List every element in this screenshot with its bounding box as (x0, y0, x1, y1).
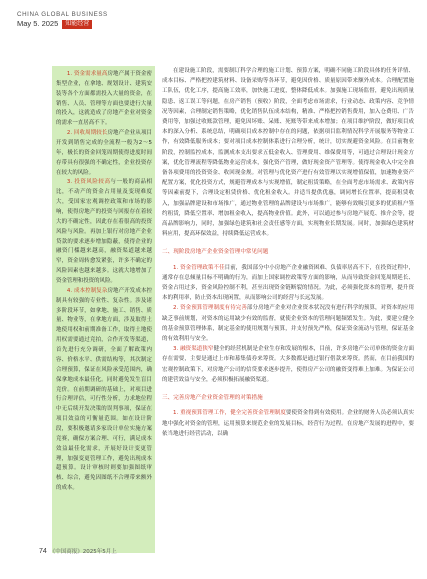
sidebar-para-4-body: 房地产开发成本控制具有较强的专业性、复杂性。涉及诸多阶段环节，如拿地、施工、销售、质量、物业等，在拿地方面，涉及取得土地使用权和前期准备工作，取得土地使用权需要通过竞拍，合作开发等渠道，首先进行充分调研，全面了解政策内容、价格水平、供需结构等，其次制定合理预算，保证在风险承受范围内，确保拿地成本最佳化。同时避免发生盲目竞价。在前期调研的基础上，对项目进行合理评估，可行性分析，力求地位程中无后续开发决策的误判事项，保证在项目效益的可衡量范围。如在设计阶段，要积极邀请多家设计单位实施方案竞赛，确保方案合理、可行，满足成本效益最佳化需求，开展好设计变更管理，加强变更管理工作，避免出现成本超预算。设计审核时则要加强图纸审核、综合，避免因图纸不合理带来额外的成本。 (56, 287, 152, 492)
sidebar-para-1-body: 房地产属于资金密集型企业，在拿地、规划设计、建筑安装等各个方面都需投入大量的资金，在销售、人员、管理等方面也要进行大量的投入，这就造成了房地产企业对资金的需求一直居高不下。 (56, 71, 152, 127)
sidebar-para-4 (56, 287, 152, 494)
section-3-heading: 三、完善房地产企业资金管理的对策措施 (162, 395, 263, 402)
issue-date (17, 19, 92, 29)
sidebar-para-3-body: 与一般的商品相比，不动产的资金占用量及变现难度大，受国家宏观调控政策和市场的影响，使得房地产的投资与回报存在着较大的不确定性，因此存在着很高的投资风险与风险。再加上银行对房地产企业贷款的要求逐步增加隐蔽，使得企业的融资门槛越来越高，融资渠道越来越窄，资金周转愈发紧张，许多不确定的风险因素也越来越多。这就大地增加了资金管理和投资的风险。 (56, 179, 152, 285)
section-3-para-1 (162, 408, 414, 439)
sidebar-para-2-body: 房地产企业从项目开发到销售完成的全流程一般为2～5年，极长的资金回笼周期使得进度时间存带具有很强的不确定性，企业投资存在较大的风险。 (56, 130, 152, 176)
section-2-heading: 二、现阶段房地产企业资金管理中常见问题 (162, 249, 269, 256)
main-column (162, 66, 414, 566)
page-number: 74 (39, 548, 47, 555)
sidebar-para-2-head: 2. 回收周期较长 (66, 130, 108, 137)
sidebar-para-3-head: 3. 投资风险较高 (66, 179, 111, 186)
section-2-para-3-head: 3. 融资渠道狭窄 (173, 346, 214, 353)
section-2-para-2-head: 2. 资金预算管理制度有待完善 (173, 305, 247, 312)
page-footer (39, 547, 117, 555)
section-3-para-1-head: 1. 重视预算管理工作，健全完善资金管理制度 (173, 410, 286, 417)
issue-date-text: May 5. 2025 (17, 19, 59, 28)
sidebar-para-2 (56, 129, 152, 178)
section-2-para-1 (162, 263, 414, 304)
section-2-para-2 (162, 303, 414, 344)
sidebar-column (49, 66, 155, 555)
section-3-para-1-body: 要使资金得到有效使用。企业的财务人员必须认真实地中强化对资金的管理，运用预算来规范企业的发展目标，经营行为过程。在房地产发展的进程中，要依当地进行经营活动，以确 (162, 410, 414, 437)
sidebar-para-1-head: 1. 资金需求量高 (66, 71, 108, 77)
journal-name: 《中国商报》2025年5月上 (49, 549, 117, 555)
column-badge: 知能经营 (62, 20, 92, 29)
magazine-title-en: CHINA GLOBAL BUSINESS (17, 11, 108, 18)
section-2-para-2-body: 部分房地产企业对企业资本状况没有进行科学的预算，对资本的应用缺乏事前规划，对资本的运用缺少有效的监督，就使企业资本的管理问题频繁发生。为此，要建立健全的基金预算管理体系，制定基金的使用规划与预算，并支付预先严格，保证资金流动与管理，保证基金的有效利用与安全。 (162, 305, 414, 343)
section-2-para-3-body: 健全的经营机制是企业生存和发展的根本，目前，许多房地产公司单体的资金方面存在需要，主要是通过上市和募集债券来筹资。大多数都是通过银行借款来筹资。然而，在目前我国的宏观控制政策下，对房地产公司的信贷要求逐步提升，使得房产公司的融资变得难上加难。为保证公司的建营效益与安全，必须积极拓展融资渠道。 (162, 346, 414, 383)
section-2-para-1-head: 1. 资金管理政策不佳 (173, 264, 225, 271)
section-2-para-1-body: 目前，我国部分中小房地产企业融资困难、负债率居高不下，在投资过程中，通常存在总倾量目标不明确的行为，而加上国家调控政策等方面的影响，从而导致资金回笼周期延长、资金占用过多，资金风险控制不利，甚至出现资金链断裂的情况。为此，必须强化资本的管理，提升资本的利用率，防止资本出现闲置，从而影响公司的经营与长远发展。 (162, 264, 414, 302)
sidebar-para-1 (56, 70, 152, 129)
sidebar-para-3 (56, 178, 152, 286)
main-intro-para: 在建设施工阶段，需要制订科学合理的施工计划、预算方案，明确不同施工阶段具体的任务详情、成本目标、严格把控建筑材料、设备采购等各环节，避免因价格、质量原因带来额外成本。合理配置施工队伍，优化工序，提高施工效率，加快施工进度，整体降低成本。加强施工现场监督，避免出现质量隐患、返工误工等问题，在房产销售（预收）阶段，全面考虑市场需求，行业动态、政策内容、竞争情况等因素，合理制定销售策略，优化销售队伍成本结构，精准、严格把控销售费用，加入仓费用、广告费用等，加强过收账款管理，避免因坏账、呆账、死账等带来成本增加；在项目维护阶段，做好项目成本的深入分析、系统总结，明确项目成本控制中存在的问题，依据项目监利情况科学开展服务等物业工作，有效降低服务成本；要对项目成本控制体系进行合理分析，统计，切实规避资金风险。在目前物业阶段，控制监控成本，监测成本支出要求五低金收入、管理费用、维保费用等，可通过合理设计现金方案，优化管理流程等降低物业运营成本，强化资产管理，做好现金资产管理等。使得现金收入中完全准备各项费用的投资资金、收回现金规。对管理与优化资产进行有效管理以实现增值保值，加速物业资产配置方案，优化投资方式，规避管理成本与实现增值，制定租赁策略，在全面考虑市场需求、政策内容等因素前提下，合理设定租赁价格、优化租金收入。并适当提供优惠，调同增长位置率，提高租赁收入，加强品牌建设和市场推广，通过物业管理的品牌建设与市场推广，能够有效吸引更多的优质租户签约租赁，降低空置率、增加租金收入，提高物业价值。此外，可以通过参与房地产展览、推介会等，提高品牌影响力，同时，加强绿色建筑和社会责任感等方面，实现物业长期发展。同时，加强绿色建筑材料应用，提高环保效益，持续降低运营成本。 (162, 68, 414, 238)
sidebar-para-4-head: 4. 成本控制复杂 (66, 287, 108, 294)
section-2-para-3 (162, 344, 414, 385)
